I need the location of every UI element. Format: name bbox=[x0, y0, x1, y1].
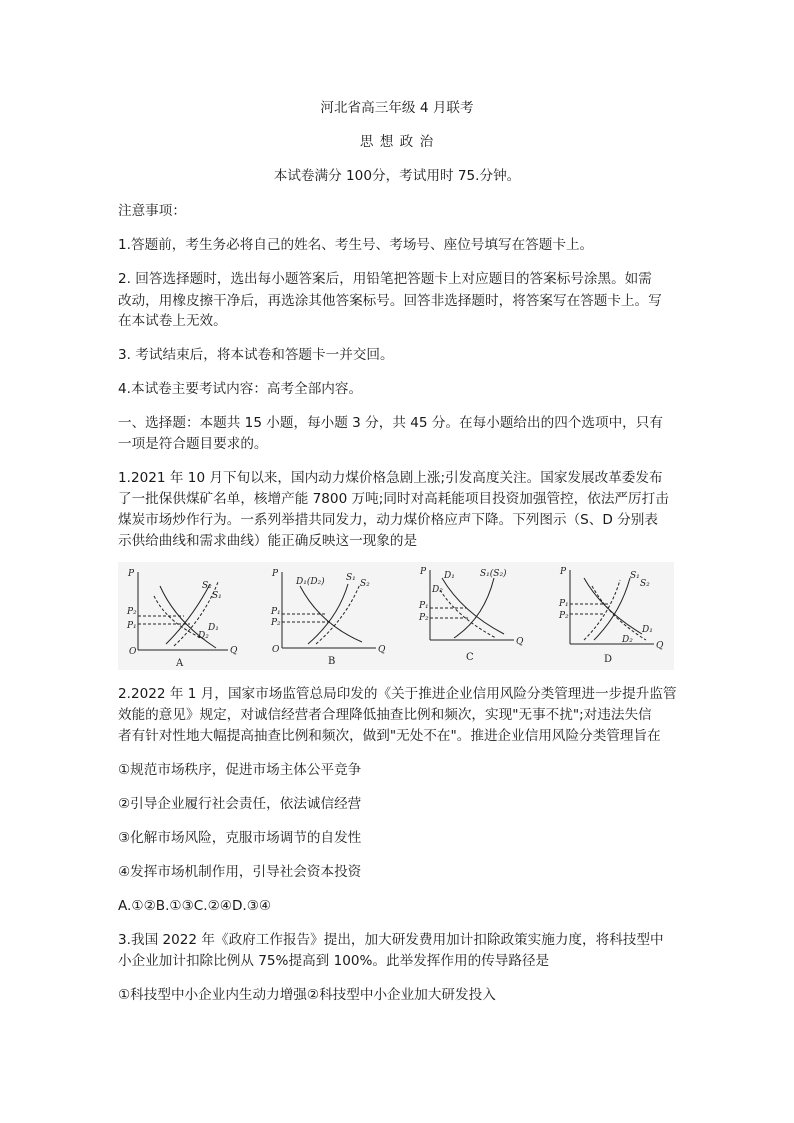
q1-stem-line: 示供给曲线和需求曲线）能正确反映这一现象的是 bbox=[118, 533, 418, 549]
axis-q-label: Q bbox=[230, 646, 238, 656]
q3-option: ①科技型中小企业内生动力增强②科技型中小企业加大研发投入 bbox=[118, 987, 496, 1003]
graph-caption: B bbox=[328, 656, 336, 667]
exam-title: 河北省高三年级 4 月联考 bbox=[320, 100, 474, 116]
graph-c bbox=[414, 562, 534, 670]
svg-text:S₁: S₁ bbox=[630, 571, 640, 581]
origin-label: O bbox=[129, 647, 137, 657]
notice-item: 在本试卷上无效。 bbox=[118, 313, 227, 329]
q2-stem-line: 效能的意见》规定，对诚信经营者合理降低抽查比例和频次，实现"无事不扰";对违法失信 bbox=[118, 707, 652, 723]
subject-title: 思 想 政 治 bbox=[359, 134, 435, 150]
svg-text:P₁: P₁ bbox=[271, 607, 281, 617]
q2-choices: A.①②B.①③C.②④D.③④ bbox=[118, 898, 272, 914]
graph-b bbox=[268, 562, 398, 670]
q2-option: ②引导企业履行社会责任，依法诚信经营 bbox=[118, 796, 362, 812]
axis-q-label: Q bbox=[378, 645, 386, 655]
svg-text:P₁: P₁ bbox=[419, 601, 429, 611]
q3-stem-line: 小企业加计扣除比例从 75%提高到 100%。此举发挥作用的传导路径是 bbox=[118, 953, 550, 969]
svg-text:P₁: P₁ bbox=[559, 599, 569, 609]
q3-stem-line: 3.我国 2022 年《政府工作报告》提出，加大研发费用加计扣除政策实施力度，将科技型中 bbox=[118, 932, 664, 948]
svg-text:P₂: P₂ bbox=[127, 607, 137, 617]
notice-item: 改动，用橡皮擦干净后，再选涂其他答案标号。回答非选择题时，将答案写在答题卡上。写 bbox=[118, 293, 662, 309]
notice-item: 3. 考试结束后，将本试卷和答题卡一并交回。 bbox=[118, 347, 394, 363]
axis-p-label: P bbox=[272, 569, 279, 579]
axis-p-label: P bbox=[560, 567, 567, 577]
notice-item: 4.本试卷主要考试内容：高考全部内容。 bbox=[118, 381, 363, 397]
q1-stem-line: 1.2021 年 10 月下旬以来，国内动力煤价格急剧上涨;引发高度关注。国家发展改革委发布 bbox=[118, 470, 663, 486]
q1-stem-line: 煤炭市场炒作行为。一系列举措共同发力，动力煤价格应声下降。下列图示（S、D 分别表 bbox=[118, 512, 658, 528]
graph-caption: A bbox=[176, 658, 184, 669]
axis-q-label: Q bbox=[516, 637, 524, 647]
svg-text:D₁: D₁ bbox=[444, 571, 455, 581]
svg-text:S₂: S₂ bbox=[360, 579, 370, 589]
notice-heading: 注意事项： bbox=[118, 203, 186, 219]
svg-text:P₁: P₁ bbox=[127, 621, 137, 631]
svg-text:D₁: D₁ bbox=[642, 625, 653, 635]
svg-text:S₁(S₂): S₁(S₂) bbox=[480, 569, 507, 579]
svg-text:D₂: D₂ bbox=[198, 631, 209, 641]
svg-text:S₂: S₂ bbox=[202, 581, 212, 591]
q2-stem-line: 者有针对性地大幅提高抽查比例和频次，做到"无处不在"。推进企业信用风险分类管理旨在 bbox=[118, 728, 661, 744]
axis-q-label: Q bbox=[656, 641, 664, 651]
axis-p-label: P bbox=[420, 567, 427, 577]
notice-item: 1.答题前，考生务必将自己的姓名、考生号、考场号、座位号填写在答题卡上。 bbox=[118, 237, 594, 253]
q1-stem-line: 了一批保供煤矿名单，核增产能 7800 万吨;同时对高耗能项目投资加强管控，依法严厉打击 bbox=[118, 491, 669, 507]
svg-text:D₁(D₂): D₁(D₂) bbox=[296, 577, 325, 587]
graph-caption: D bbox=[604, 654, 613, 665]
q2-option: ④发挥市场机制作用，引导社会资本投资 bbox=[118, 864, 362, 880]
svg-text:S₂: S₂ bbox=[640, 579, 650, 589]
exam-info: 本试卷满分 100分，考试用时 75.分钟。 bbox=[273, 168, 521, 184]
svg-text:P₂: P₂ bbox=[271, 618, 281, 628]
notice-item: 2. 回答选择题时，选出每小题答案后，用铅笔把答题卡上对应题目的答案标号涂黑。如需 bbox=[118, 271, 652, 287]
axis-p-label: P bbox=[128, 569, 135, 579]
graph-a bbox=[118, 562, 253, 670]
svg-text:D₂: D₂ bbox=[432, 585, 443, 595]
svg-text:D₂: D₂ bbox=[622, 635, 633, 645]
section-heading-cont: 一项是符合题目要求的。 bbox=[118, 436, 268, 452]
svg-text:D₁: D₁ bbox=[208, 623, 219, 633]
origin-label: O bbox=[272, 645, 280, 655]
q2-option: ③化解市场风险，克服市场调节的自发性 bbox=[118, 830, 362, 846]
svg-text:P₂: P₂ bbox=[559, 611, 569, 621]
svg-text:S₁: S₁ bbox=[346, 573, 356, 583]
svg-text:S₁: S₁ bbox=[212, 591, 222, 601]
svg-text:P₂: P₂ bbox=[419, 613, 429, 623]
graph-d bbox=[554, 562, 674, 670]
section-heading: 一、选择题：本题共 15 小题，每小题 3 分，共 45 分。在每小题给出的四个选项中，只有 bbox=[118, 415, 663, 431]
q2-stem-line: 2.2022 年 1 月，国家市场监管总局印发的《关于推进企业信用风险分类管理进一步提升监管 bbox=[118, 686, 677, 702]
q2-option: ①规范市场秩序，促进市场主体公平竞争 bbox=[118, 762, 362, 778]
graph-caption: C bbox=[466, 652, 474, 663]
q1-graphs-strip bbox=[118, 562, 674, 670]
